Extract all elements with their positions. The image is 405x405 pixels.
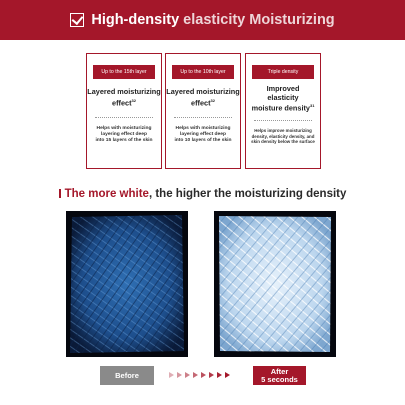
feature-cards (0, 53, 405, 171)
chevron-arrow-icon (185, 372, 190, 378)
after-label (253, 366, 306, 385)
checkbox-check-icon (70, 13, 84, 27)
card-tag: Up to the 15th layer (93, 65, 155, 79)
comparison-heading (0, 188, 405, 200)
card-divider (254, 120, 312, 121)
card-desc-line: density, elasticity density, and (251, 133, 315, 139)
chevron-arrow-icon (193, 372, 198, 378)
card-desc-line: Helps with moisturizing (96, 125, 152, 131)
card-desc-line: into 10 layers of the skin (174, 138, 232, 144)
after-skin-image (214, 211, 336, 357)
card-footnote: 32 (210, 97, 215, 103)
card-title-line: effect (191, 98, 211, 108)
progress-arrows (169, 371, 230, 379)
card-description (87, 126, 161, 145)
card-title-line: Improved (266, 84, 300, 93)
feature-card-15-layers (86, 53, 162, 169)
chevron-arrow-icon (201, 372, 206, 378)
banner-title-accent: High-density (91, 12, 180, 28)
card-description (246, 128, 320, 145)
comparison-heading-rest: , the higher the moisturizing density (148, 188, 347, 200)
card-divider (174, 117, 232, 118)
card-tag: Triple density (252, 65, 314, 79)
card-title (246, 85, 320, 113)
after-label-line: After (270, 367, 289, 376)
card-footnote: 31 (309, 103, 315, 109)
card-title (166, 88, 240, 108)
card-title-line: moisture density (251, 103, 310, 113)
header-banner (0, 0, 405, 40)
before-skin-texture (66, 211, 188, 357)
card-description (166, 126, 240, 145)
card-title-line: Layered moisturizing (87, 87, 161, 96)
heading-marker (59, 189, 61, 198)
card-desc-line: layering effect deep (180, 131, 226, 137)
chevron-arrow-icon (217, 372, 222, 378)
card-title-line: Layered moisturizing (166, 87, 240, 96)
after-skin-texture (214, 211, 336, 357)
before-label: Before (100, 366, 154, 385)
card-title-line: effect (112, 98, 132, 108)
before-skin-image (66, 211, 188, 357)
card-title-line: elasticity (267, 92, 299, 102)
card-tag: Up to the 10th layer (172, 65, 234, 79)
card-desc-line: into 15 layers of the skin (95, 138, 153, 144)
feature-card-triple-density (245, 53, 321, 169)
chevron-arrow-icon (177, 372, 182, 378)
chevron-arrow-icon (169, 372, 174, 378)
banner-title-rest: elasticity Moisturizing (179, 12, 335, 28)
banner-title (91, 12, 334, 28)
card-desc-line: Helps with moisturizing (175, 125, 231, 131)
after-label-line: 5 seconds (261, 374, 298, 384)
card-divider (95, 117, 153, 118)
card-footnote: 32 (131, 97, 136, 103)
chevron-arrow-icon (225, 372, 230, 378)
card-title (87, 88, 161, 108)
card-desc-line: layering effect deep (101, 131, 147, 137)
feature-card-10-layers (165, 53, 241, 169)
card-desc-line: skin density below the surface (251, 139, 315, 145)
chevron-arrow-icon (209, 372, 214, 378)
comparison-heading-accent: The more white (64, 188, 149, 200)
card-desc-line: Helps improve moisturizing (254, 128, 312, 134)
